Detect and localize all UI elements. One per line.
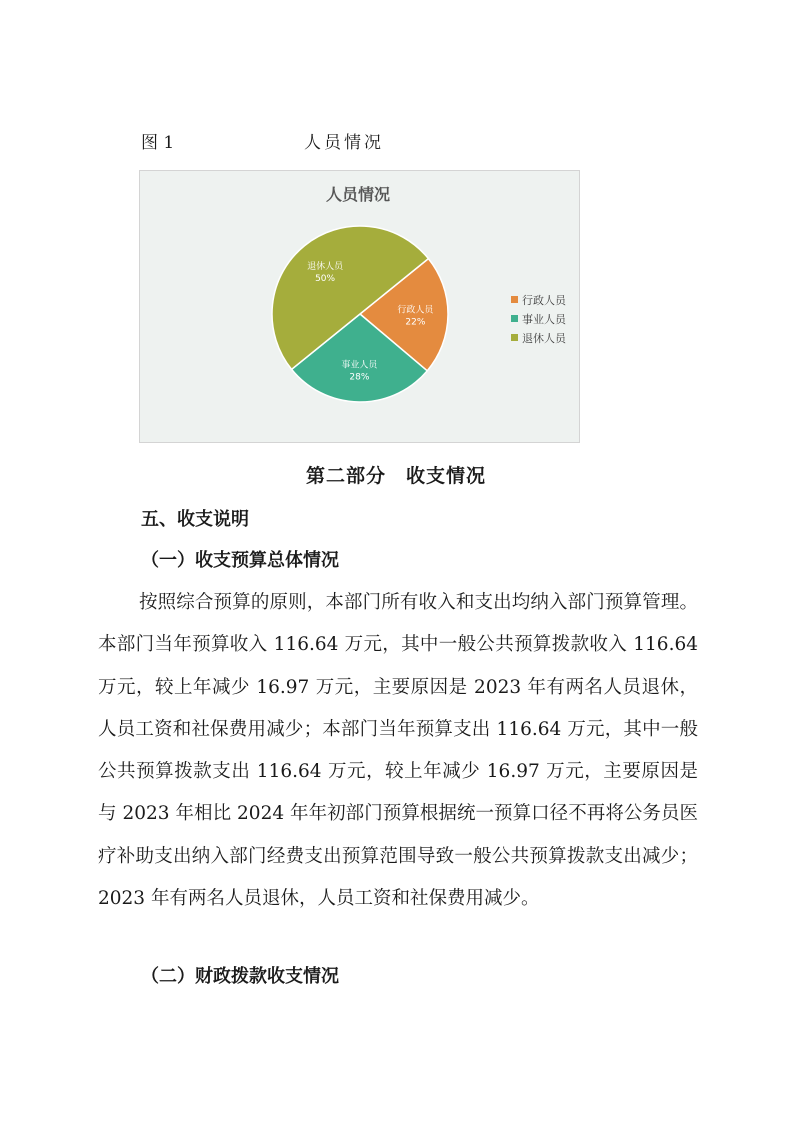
slice-category-label: 行政人员 <box>397 305 434 316</box>
slice-percent-label: 22% <box>405 317 426 328</box>
figure-title: 人员情况 <box>304 133 384 153</box>
chart-title: 人员情况 <box>325 185 391 204</box>
heading-fiscal-appropriation: （二）财政拨款收支情况 <box>141 966 339 987</box>
slice-percent-label: 50% <box>315 273 336 284</box>
figure-number: 图 1 <box>141 133 175 153</box>
section-title: 第二部分 收支情况 <box>305 465 486 487</box>
slice-category-label: 退休人员 <box>307 261 344 272</box>
legend-label: 行政人员 <box>522 294 566 307</box>
pie-legend <box>511 293 567 345</box>
legend-label: 事业人员 <box>522 313 566 326</box>
legend-swatch <box>511 334 518 341</box>
heading-income-expense-notes: 五、收支说明 <box>141 509 249 530</box>
slice-percent-label: 28% <box>349 372 370 383</box>
pie-chart <box>139 170 580 443</box>
figure-caption <box>141 128 441 156</box>
slice-category-label: 事业人员 <box>341 360 378 371</box>
legend-swatch <box>511 315 518 322</box>
body-paragraph: 按照综合预算的原则，本部门所有收入和支出均纳入部门预算管理。本部门当年预算收入 116.64 万元，其中一般公共预算拨款收入 116.64 万元，较上年减少 16.97 万元，主要原因是 2023 年有两名人员退休，人员工资和社保费用减少；本部门当年预算支出 116.64 万元，其中一般公共预算拨款支出 116.64 万元，较上年减少 16.97 万元，主要原因是与 2023 年相比 2024 年年初部门预算根据统一预算口径不再将公务员医疗补助支出纳入部门经费支出预算范围导致一般公共预算拨款支出减少；2023 年有两名人员退休，人员工资和社保费用减少。 <box>98 592 698 910</box>
pie-chart-svg <box>140 171 581 444</box>
legend-swatch <box>511 296 518 303</box>
legend-label: 退休人员 <box>522 332 566 345</box>
heading-budget-overview: （一）收支预算总体情况 <box>141 550 339 571</box>
